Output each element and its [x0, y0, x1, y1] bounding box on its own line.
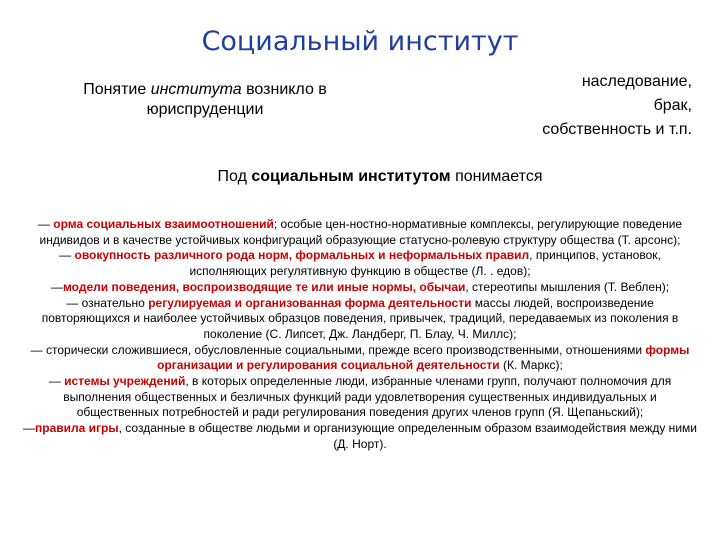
definition-prefix: —	[59, 248, 75, 263]
definition-item	[22, 217, 698, 248]
definition-item	[22, 248, 698, 279]
definition-text: , в которых определенные люди, избранные членами групп, получают полномочия для выполнения общественных и безличных функций ради удовлетворения существенных индивидуальных и общественных потребностей и ради регулирования поведения других членов групп (Я. Щепаньский);	[63, 374, 672, 420]
right-note-line: наследование,	[581, 73, 692, 90]
definition-item	[22, 280, 698, 296]
definition-highlight: правила игры	[35, 421, 119, 436]
definition-prefix: —	[50, 279, 63, 294]
definition-prefix: —	[23, 421, 36, 436]
slide-title: Социальный институт	[201, 26, 519, 57]
definition-text-before: ознательно	[81, 295, 149, 310]
intro-line	[0, 168, 720, 186]
definition-highlight: модели поведения, воспроизводящие те или иные нормы, обычаи	[62, 279, 466, 294]
definition-highlight: формы организации и регулирования социальной деятельности	[157, 342, 690, 373]
definition-prefix: —	[48, 374, 65, 389]
definition-text: , стереотипы мышления (Т. Веблен);	[465, 279, 670, 294]
left-note-after: возникло в юриспруденции	[146, 81, 327, 118]
definition-item	[22, 343, 698, 374]
definition-highlight: овокупность различного рода норм, формальных и неформальных правил	[74, 248, 530, 263]
definition-prefix: —	[66, 295, 82, 310]
left-note-before: Понятие	[83, 81, 151, 98]
intro-after: понимается	[450, 168, 543, 185]
definition-text: (К. Маркс);	[499, 358, 563, 373]
definition-highlight: истемы учреждений	[64, 374, 186, 389]
right-note	[432, 70, 692, 142]
definition-highlight: регулируемая и организованная форма деятельности	[148, 295, 472, 310]
definition-item	[22, 296, 698, 343]
definitions-list	[22, 217, 698, 453]
definition-highlight: орма социальных взаимоотношений	[53, 217, 274, 231]
definition-item	[22, 421, 698, 452]
left-note	[55, 80, 355, 120]
definition-text-before: сторически сложившиеся, обусловленные социальными, прежде всего производственными, отношениями	[45, 342, 646, 357]
left-note-emphasis: института	[150, 81, 242, 98]
definition-text: ; особые цен-ностно-нормативные комплексы, регулирующие поведение индивидов и в качестве устойчивых конфигураций образующие статусно-ролевую структуру общества (Т. арсонс);	[39, 217, 683, 247]
definition-text: массы людей, воспроизведение повторяющихся и наиболее устойчивых образцов поведения, привычек, традиций, передаваемых из поколения в поколение (С. Липсет, Дж. Ландберг, П. Блау, Ч. Миллс);	[41, 295, 679, 341]
intro-before: Под	[217, 168, 252, 185]
definition-text: , созданные в обществе людьми и организующие определенным образом взаимодействия между ними (Д. Норт).	[118, 421, 697, 451]
definition-prefix: —	[37, 217, 54, 231]
definition-item	[22, 374, 698, 421]
right-note-line: брак,	[653, 97, 692, 114]
intro-bold: социальным институтом	[251, 168, 451, 185]
definition-prefix: —	[30, 342, 46, 357]
definition-text: , принципов, установок, исполняющих регулятивную функцию в обществе (Л. . едов);	[189, 248, 661, 279]
right-note-line: собственность и т.п.	[542, 121, 692, 138]
